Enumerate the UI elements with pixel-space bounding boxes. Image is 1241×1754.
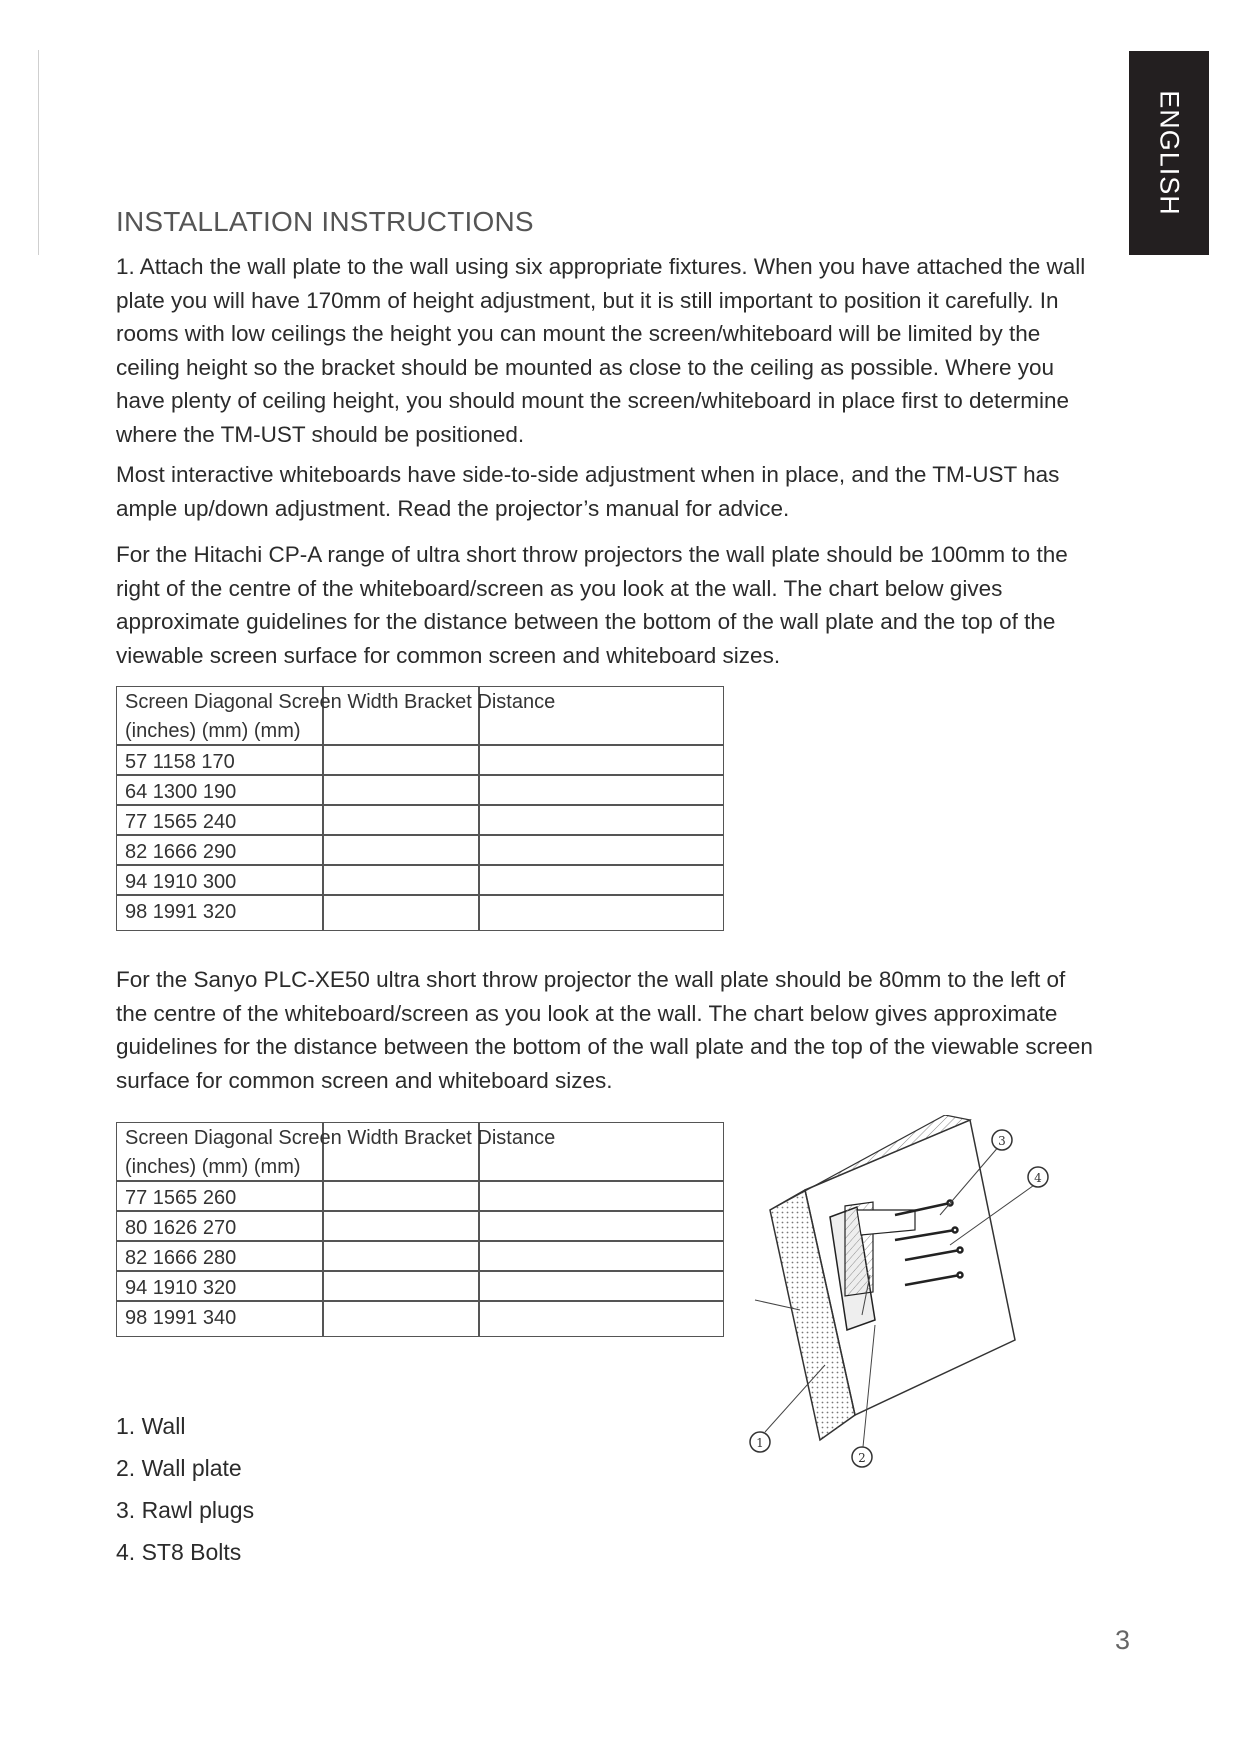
wall-plate-diagram xyxy=(745,1115,1145,1515)
sanyo-distance-table xyxy=(116,1122,724,1337)
table-header-row xyxy=(117,687,723,717)
table-row-divider xyxy=(117,864,723,866)
table-row xyxy=(117,777,723,807)
table-row-divider xyxy=(117,1180,723,1182)
page-heading: INSTALLATION INSTRUCTIONS xyxy=(116,206,534,237)
table-cell: 57 1158 170 xyxy=(125,751,235,773)
table-row-divider xyxy=(117,1210,723,1212)
instruction-paragraph-1: 1. Attach the wall plate to the wall using six appropriate fixtures. When you have attached the wall plate you will have 170mm of height adjustment, but it is still important to position it carefully. In rooms with low ceilings the height you can mount the screen/whiteboard will be limited by the ceiling height so the bracket should be mounted as close to the ceiling as possible. Where you have plenty of ceiling height, you should mount the screen/whiteboard in place first to determine where the TM-UST should be positioned. xyxy=(116,254,1086,447)
table-row-divider xyxy=(117,804,723,806)
page-number: 3 xyxy=(1115,1625,1131,1655)
instruction-paragraph-2: Most interactive whiteboards have side-to-side adjustment when in place, and the TM-UST has ample up/down adjustment. Read the projector’s manual for advice. xyxy=(116,462,1060,521)
table-row xyxy=(117,1243,723,1273)
table-header-row xyxy=(117,1152,723,1182)
table-row xyxy=(117,1183,723,1213)
legend-item: 2. Wall plate xyxy=(116,1455,242,1481)
table-row-divider xyxy=(117,744,723,746)
legend-item: 4. ST8 Bolts xyxy=(116,1539,242,1565)
sanyo-paragraph: For the Sanyo PLC-XE50 ultra short throw projector the wall plate should be 80mm to the left of the centre of the whiteboard/screen as you look at the wall. The chart below gives approximate guidelines for the distance between the bottom of the wall plate and the top of the viewable screen surface for common screen and whiteboard sizes. xyxy=(116,967,1093,1093)
callout-label: 1 xyxy=(756,1436,764,1450)
callout-label: 4 xyxy=(1034,1171,1042,1185)
wall-block xyxy=(770,1115,1015,1440)
table-cell: 98 1991 340 xyxy=(125,1307,237,1329)
hitachi-paragraph: For the Hitachi CP-A range of ultra short throw projectors the wall plate should be 100mm to the right of the centre of the whiteboard/screen as you look at the wall. The chart below gives approximate guidelines for the distance between the bottom of the wall plate and the top of the viewable screen surface for common screen and whiteboard sizes. xyxy=(116,542,1068,668)
legend-item: 3. Rawl plugs xyxy=(116,1497,255,1523)
table-header-line-2: (inches) (mm) (mm) xyxy=(125,720,301,742)
table-row xyxy=(117,1213,723,1243)
table-header-row xyxy=(117,1123,723,1153)
left-margin-rule xyxy=(38,50,39,255)
table-cell: 80 1626 270 xyxy=(125,1217,237,1239)
table-cell: 98 1991 320 xyxy=(125,901,237,923)
table-header-line-1: Screen Diagonal Screen Width Bracket Distance xyxy=(125,691,556,713)
table-row xyxy=(117,1273,723,1303)
language-tab xyxy=(1129,51,1209,255)
table-row-divider xyxy=(117,834,723,836)
table-cell: 77 1565 260 xyxy=(125,1187,237,1209)
parts-legend xyxy=(116,1405,254,1573)
callout-1-icon xyxy=(750,1432,770,1452)
callout-label: 3 xyxy=(998,1134,1006,1148)
callout-3-icon xyxy=(992,1130,1012,1150)
callout-label: 2 xyxy=(858,1451,866,1465)
table-row-divider xyxy=(117,894,723,896)
table-cell: 94 1910 300 xyxy=(125,871,237,893)
table-row xyxy=(117,897,723,927)
language-tab-label: ENGLISH xyxy=(1154,90,1185,216)
table-cell: 94 1910 320 xyxy=(125,1277,237,1299)
table-row-divider xyxy=(117,1240,723,1242)
table-row-divider xyxy=(117,774,723,776)
callout-2-icon xyxy=(852,1447,872,1467)
table-header-row xyxy=(117,716,723,746)
table-cell: 64 1300 190 xyxy=(125,781,237,803)
legend-item: 1. Wall xyxy=(116,1413,186,1439)
table-header-line-2: (inches) (mm) (mm) xyxy=(125,1156,301,1178)
table-row-divider xyxy=(117,1270,723,1272)
table-row xyxy=(117,807,723,837)
table-cell: 77 1565 240 xyxy=(125,811,237,833)
table-row xyxy=(117,747,723,777)
table-row-divider xyxy=(117,1300,723,1302)
table-row xyxy=(117,837,723,867)
table-row xyxy=(117,867,723,897)
table-header-line-1: Screen Diagonal Screen Width Bracket Distance xyxy=(125,1127,556,1149)
callout-4-icon xyxy=(1028,1167,1048,1187)
table-row xyxy=(117,1303,723,1333)
table-cell: 82 1666 290 xyxy=(125,841,237,863)
hitachi-distance-table xyxy=(116,686,724,931)
table-cell: 82 1666 280 xyxy=(125,1247,237,1269)
